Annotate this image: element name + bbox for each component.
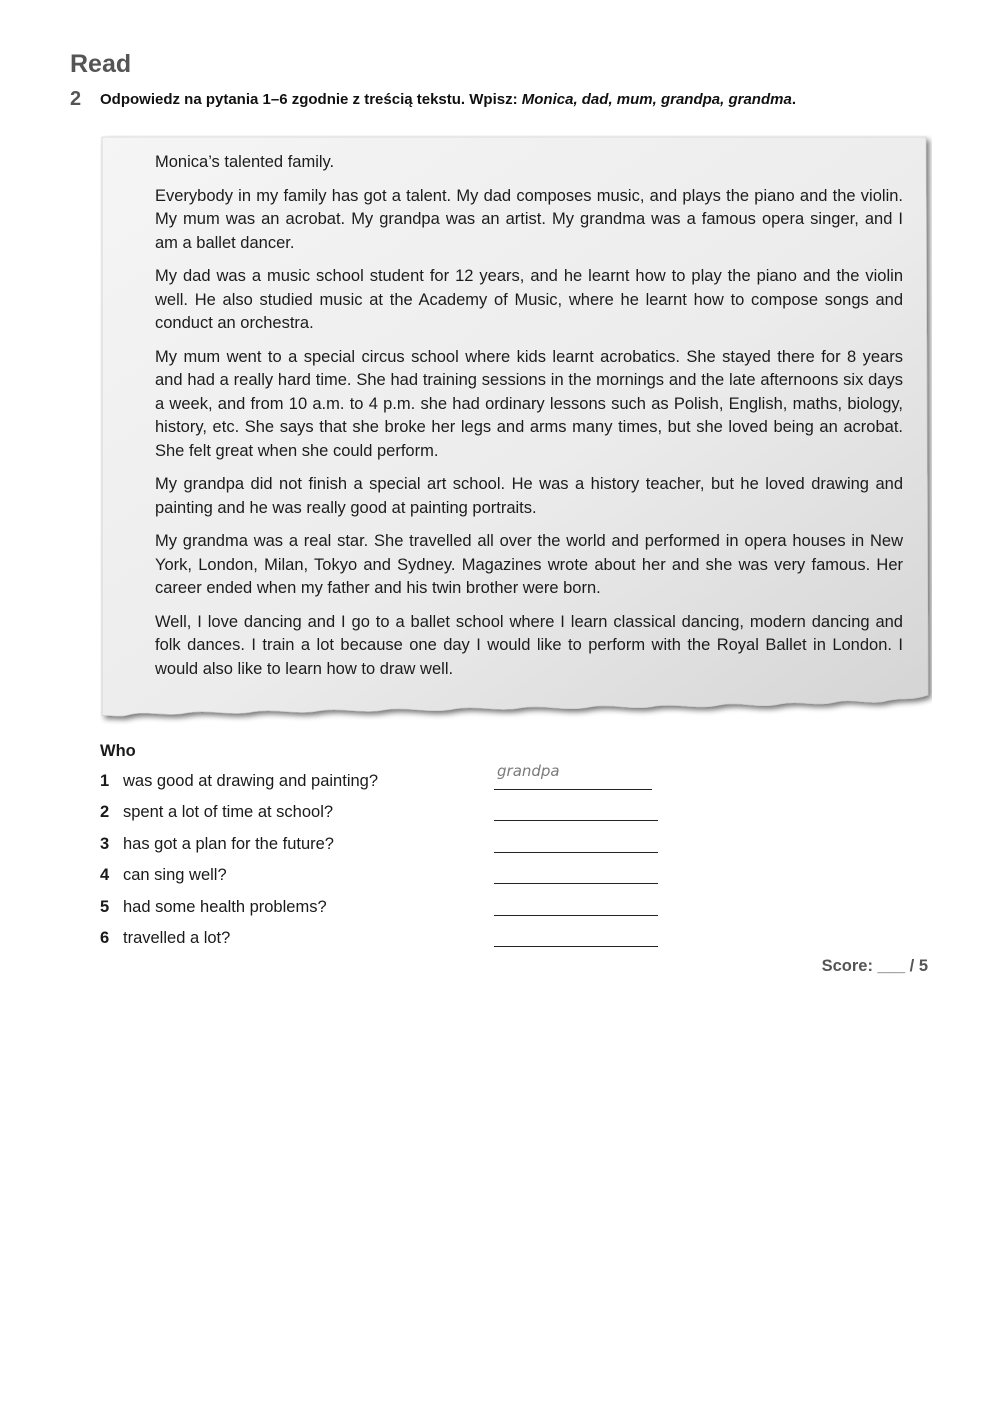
question-number: 3 (100, 834, 110, 853)
reading-paragraph: My dad was a music school student for 12 years, and he learnt how to play the piano and the violin well. He also studied music at the Academy of Music, where he learnt how to compose songs and conduct an orchestra. (155, 267, 903, 332)
reading-paragraph: My grandpa did not finish a special art school. He was a history teacher, but he loved drawing and painting and he was really good at painting portraits. (155, 475, 903, 517)
reading-paragraph: My grandma was a real star. She travelled all over the world and performed in opera houses in New York, London, Milan, Tokyo and Sydney. Magazines wrote about her and she was very famous. Her career ended when my father and his twin brother were born. (155, 532, 903, 597)
section-title: Read (70, 50, 132, 78)
question-text: has got a plan for the future? (123, 834, 334, 853)
task-number: 2 (70, 88, 82, 110)
question-number: 1 (100, 772, 110, 790)
score-label: Score: ___ / 5 (821, 957, 928, 975)
answer-field[interactable] (494, 917, 658, 947)
question-row (100, 929, 680, 960)
questions-list (100, 762, 680, 960)
answer-field[interactable] (494, 854, 658, 884)
task-instruction (70, 88, 950, 111)
reading-text (155, 151, 903, 691)
questions-heading: Who (100, 742, 136, 760)
question-text: spent a lot of time at school? (123, 803, 334, 822)
answer-field[interactable] (494, 823, 658, 853)
question-number: 2 (100, 803, 110, 822)
reading-paragraph: Well, I love dancing and I go to a ballet school where I learn classical dancing, modern dancing and folk dances. I train a lot because one day I would like to perform with the Royal Ballet in London. I would also like to learn how to draw well. (155, 612, 903, 678)
question-number: 5 (100, 897, 110, 916)
task-instruction-end: . (791, 91, 796, 108)
answer-field[interactable]: grandpa (494, 760, 652, 790)
question-text: travelled a lot? (123, 928, 231, 947)
reading-title: Monica’s talented family. (155, 153, 335, 171)
question-number: 6 (100, 928, 110, 947)
reading-paper (100, 135, 932, 725)
question-text: had some health problems? (123, 897, 327, 916)
question-text: can sing well? (123, 866, 227, 885)
question-text: was good at drawing and painting? (123, 772, 379, 790)
question-number: 4 (100, 866, 110, 885)
answer-field[interactable] (494, 886, 658, 916)
answer-field[interactable] (494, 791, 658, 821)
task-instruction-text: Odpowiedz na pytania 1–6 zgodnie z treścią tekstu. Wpisz: (100, 91, 522, 108)
reading-paragraph: Everybody in my family has got a talent. My dad composes music, and plays the piano and the violin. My mum was an acrobat. My grandpa was an artist. My grandma was a famous opera singer, and I am a ballet dancer. (155, 186, 903, 252)
task-names: Monica, dad, mum, grandpa, grandma (521, 91, 792, 108)
reading-paragraph: My mum went to a special circus school where kids learnt acrobatics. She stayed there for 8 years and had a really hard time. She had training sessions in the mornings and the late afternoons six days a week, and from 10 a.m. to 4 p.m. she had ordinary lessons such as Polish, English, maths, biology, history, etc. She says that she broke her legs and arms many times, but she loved being an acrobat. She felt great when she could perform. (155, 347, 903, 460)
